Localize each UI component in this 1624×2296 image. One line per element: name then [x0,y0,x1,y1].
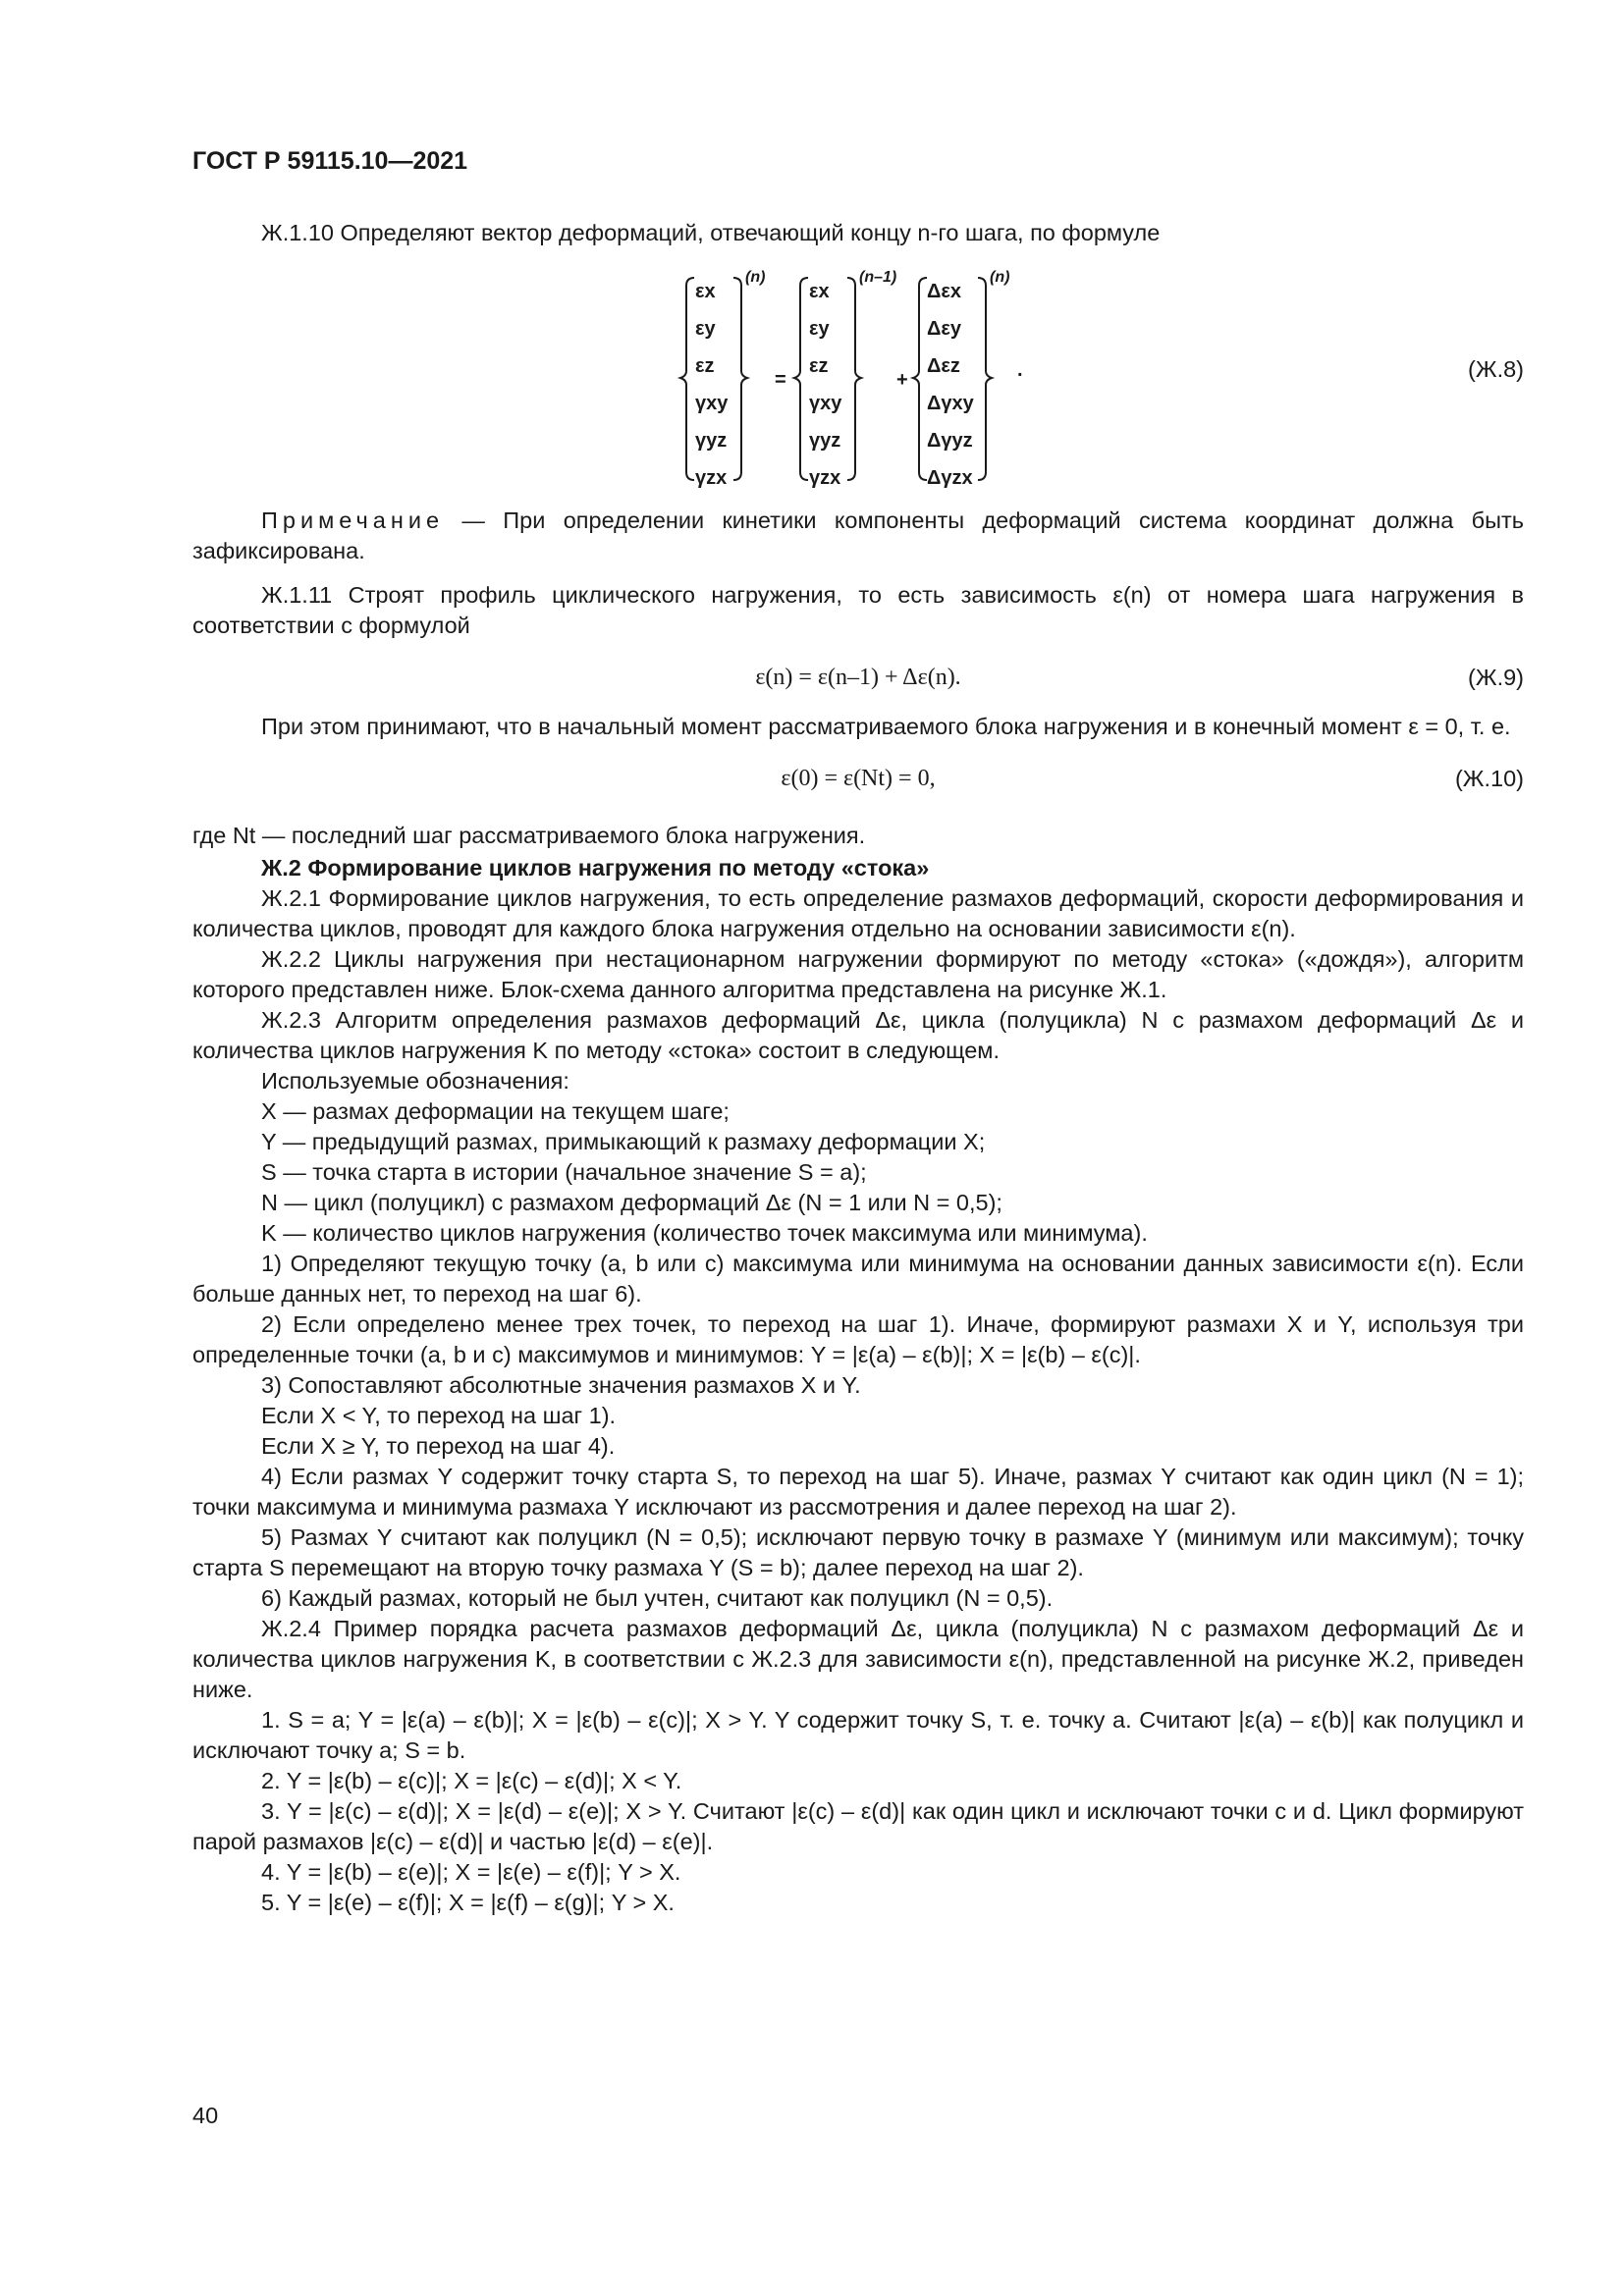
paragraph-zh-2-1: Ж.2.1 Формирование циклов нагружения, то есть определение размахов деформаций, скорости деформирования и количества циклов, проводят для каждого блока нагружения отдельно на основании зависимости ε(n). [192,885,1524,941]
formula-text: ε(0) = ε(Nt) = 0, [781,766,936,791]
example-step: 1. S = a; Y = |ε(a) – ε(b)|; X = |ε(b) – ε(c)|; X > Y. Y содержит точку S, т. е. точку a. Считают |ε(a) – ε(b)| как полуцикл и исключают точку a; S = b. [192,1707,1524,1763]
matrix-cell: Δεx [927,281,961,302]
notation-item: N — цикл (полуцикл) с размахом деформаций Δε (N = 1 или N = 0,5); [261,1190,1002,1215]
formula-zh-8 [192,248,1524,506]
paragraph-zh-2-4: Ж.2.4 Пример порядка расчета размахов деформаций Δε, цикла (полуцикла) N с размахом деформаций Δε и количества циклов нагружения K, в соответствии с Ж.2.3 для зависимости ε(n), представленной на рисунке Ж.2, приведен ниже. [192,1616,1524,1702]
formula-text: ε(n) = ε(n–1) + Δε(n). [755,665,961,690]
matrix-cell: Δγxy [927,393,974,414]
section-heading-zh-2: Ж.2 Формирование циклов нагружения по методу «стока» [261,855,930,881]
notation-item: X — размах деформации на текущем шаге; [261,1098,730,1124]
note-paragraph [192,506,1524,566]
algorithm-step: 1) Определяют текущую точку (a, b или c) максимума или минимума на основании данных зависимости ε(n). Если больше данных нет, то переход на шаг 6). [192,1251,1524,1307]
paragraph-initial-condition: При этом принимают, что в начальный момент рассматриваемого блока нагружения и в конечный момент ε = 0, т. е. [261,714,1511,739]
matrix-cell: Δεz [927,355,960,377]
matrix-cell: Δεy [927,318,961,340]
notation-list [192,1096,1524,1249]
example-step: 4. Y = |ε(b) – ε(e)|; X = |ε(e) – ε(f)|; Y > X. [261,1859,681,1885]
paragraph-zh-1-11: Ж.1.11 Строят профиль циклического нагружения, то есть зависимость ε(n) от номера шага нагружения в соответствии с формулой [192,582,1524,638]
notation-item: S — точка старта в истории (начальное значение S = a); [261,1159,867,1185]
matrix-cell: Δγyz [927,430,973,452]
matrix-cell: εz [809,355,829,377]
notation-item: K — количество циклов нагружения (количество точек максимума или минимума). [261,1220,1148,1246]
formula-number: (Ж.10) [1454,766,1524,791]
example-steps [192,1705,1524,1918]
algorithm-step: Если X ≥ Y, то переход на шаг 4). [261,1433,616,1459]
matrix-column-previous [794,269,896,489]
matrix-superscript: (n) [990,269,1010,286]
formula-zh-10 [192,742,1524,821]
algorithm-steps [192,1249,1524,1614]
matrix-cell: γxy [809,393,842,414]
algorithm-step: 6) Каждый размах, который не был учтен, считают как полуцикл (N = 0,5). [261,1585,1054,1611]
strain-vector-matrix [192,248,1524,506]
matrix-cell: εy [809,318,830,340]
example-step: 2. Y = |ε(b) – ε(c)|; X = |ε(c) – ε(d)|; X < Y. [261,1768,682,1793]
page-number: 40 [192,2103,219,2128]
example-step: 5. Y = |ε(e) – ε(f)|; X = |ε(f) – ε(g)|; Y > X. [261,1890,675,1915]
notation-item: Y — предыдущий размах, примыкающий к размаху деформации X; [261,1129,986,1154]
document-body [192,218,1524,1918]
note-text: — При определении кинетики компоненты деформаций система координат должна быть зафиксирована. [192,507,1524,563]
paragraph-zh-2-2: Ж.2.2 Циклы нагружения при нестационарном нагружении формируют по методу «стока» («дождя»), алгоритм которого представлен ниже. Блок-схема данного алгоритма представлена на рисунке Ж.1. [192,946,1524,1002]
matrix-column-increment [913,269,1009,489]
equals-sign: = [775,369,786,391]
matrix-cell: γxy [695,393,729,414]
matrix-cell: γyz [809,430,841,452]
matrix-cell: γzx [809,467,841,489]
algorithm-step: 2) Если определено менее трех точек, то переход на шаг 1). Иначе, формируют размахи X и Y, используя три определенные точки (a, b и c) максимумов и минимумов: Y = |ε(a) – ε(b)|; X = |ε(b) – ε(c)|. [192,1311,1524,1367]
matrix-cell: εy [695,318,716,340]
matrix-column-current [680,269,765,489]
matrix-cell: Δγzx [927,467,973,489]
matrix-period: . [1017,359,1023,381]
formula-number: (Ж.9) [1468,665,1524,690]
matrix-cell: εx [809,281,830,302]
algorithm-step: Если X < Y, то переход на шаг 1). [261,1403,617,1428]
matrix-superscript: (n) [745,269,766,286]
document-header: ГОСТ Р 59115.10—2021 [192,147,468,175]
paragraph-zh-2-3: Ж.2.3 Алгоритм определения размахов деформаций Δε, цикла (полуцикла) N с размахом деформаций Δε и количества циклов нагружения K по методу «стока» состоит в следующем. [192,1007,1524,1063]
matrix-superscript: (n–1) [859,269,897,286]
paragraph-zh-1-10: Ж.1.10 Определяют вектор деформаций, отвечающий концу n-го шага, по формуле [261,220,1161,245]
notation-title: Используемые обозначения: [261,1068,569,1094]
matrix-cell: εx [695,281,716,302]
matrix-cell: γyz [695,430,728,452]
plus-sign: + [896,369,908,391]
matrix-cell: γzx [695,467,728,489]
algorithm-step: 4) Если размах Y содержит точку старта S, то переход на шаг 5). Иначе, размах Y считают как один цикл (N = 1); точки максимума и минимума размаха Y исключают из рассмотрения и далее переход на шаг 2). [192,1464,1524,1520]
example-step: 3. Y = |ε(c) – ε(d)|; X = |ε(d) – ε(e)|; X > Y. Считают |ε(c) – ε(d)| как один цикл и исключают точки c и d. Цикл формируют парой размахов |ε(c) – ε(d)| и частью |ε(d) – ε(e)|. [192,1798,1524,1854]
formula-zh-9 [192,641,1524,712]
formula-number: (Ж.8) [1468,356,1524,382]
note-label: Примечание [261,507,445,533]
algorithm-step: 5) Размах Y считают как полуцикл (N = 0,5); исключают первую точку в размахе Y (минимум или максимум); точку старта S перемещают на вторую точку размаха Y (S = b); далее переход на шаг 2). [192,1524,1524,1580]
where-clause: где Nt — последний шаг рассматриваемого блока нагружения. [192,823,866,848]
matrix-cell: εz [695,355,715,377]
algorithm-step: 3) Сопоставляют абсолютные значения размахов X и Y. [261,1372,861,1398]
